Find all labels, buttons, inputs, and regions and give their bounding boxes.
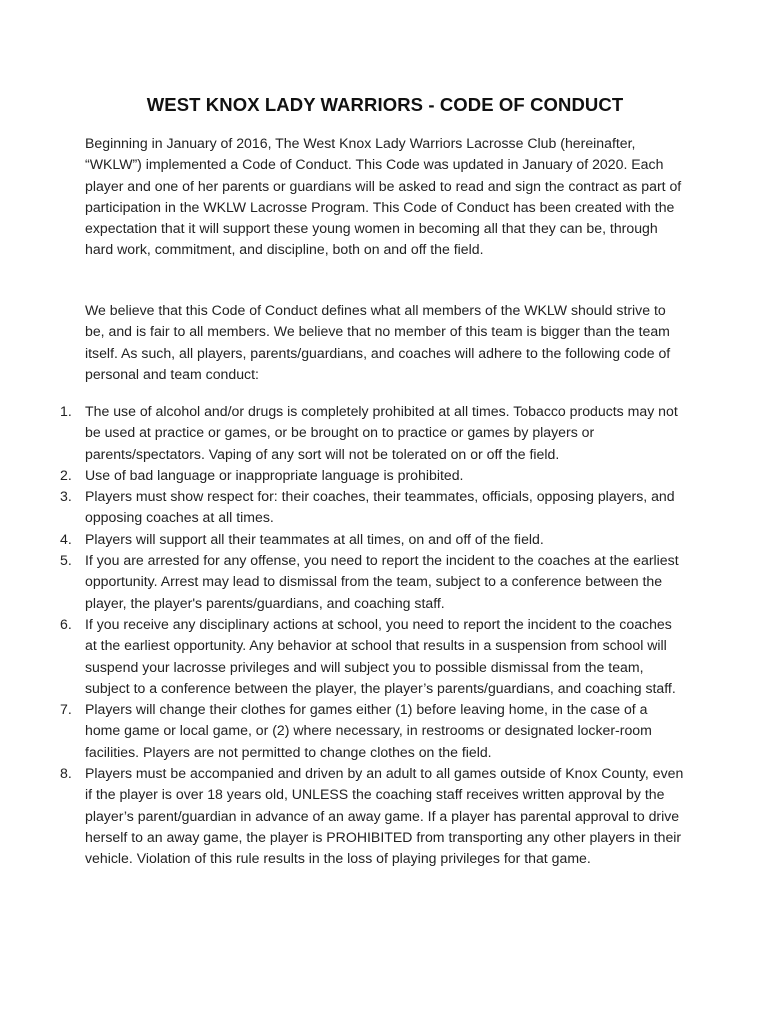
intro-paragraph: Beginning in January of 2016, The West Knox Lady Warriors Lacrosse Club (hereinafter, “WKLW”) implemented a Code of Conduct. This Code was updated in January of 2020. Each player and one of her parents or guardians will be asked to read and sign the contract as part of participation in the WKLW Lacrosse Program. This Code of Conduct has been created with the expectation that it will support these young women in becoming all that they can be, through hard work, commitment, and discipline, both on and off the field. bbox=[85, 135, 682, 258]
list-item-number: 3. bbox=[60, 488, 72, 505]
list-item bbox=[60, 763, 685, 869]
list-item-text: Use of bad language or inappropriate language is prohibited. bbox=[85, 466, 464, 483]
list-item bbox=[60, 614, 685, 699]
list-item-number: 8. bbox=[60, 765, 72, 782]
list-item-text: If you are arrested for any offense, you need to report the incident to the coaches at the earliest opportunity. Arrest may lead to dismissal from the team, subject to a conference between the player, the player's parents/guardians, and coaching staff. bbox=[85, 552, 679, 611]
list-item-text: Players will change their clothes for games either (1) before leaving home, in the case of a home game or local game, or (2) where necessary, in restrooms or designated locker-room facilities. Players are not permitted to change clothes on the field. bbox=[85, 701, 652, 760]
list-item bbox=[60, 699, 685, 763]
list-item-number: 7. bbox=[60, 701, 72, 718]
list-item-number: 6. bbox=[60, 615, 72, 632]
list-item bbox=[60, 401, 685, 465]
list-item bbox=[60, 529, 685, 550]
list-item bbox=[60, 550, 685, 614]
list-item-text: Players must show respect for: their coaches, their teammates, officials, opposing players, and opposing coaches at all times. bbox=[85, 488, 675, 526]
list-item bbox=[60, 486, 685, 529]
list-item-number: 5. bbox=[60, 552, 72, 569]
list-item-number: 1. bbox=[60, 403, 72, 419]
belief-paragraph: We believe that this Code of Conduct defines what all members of the WKLW should strive to be, and is fair to all members. We believe that no member of this team is bigger than the team itself. As such, all players, parents/guardians, and coaches will adhere to the following code of personal and team conduct: bbox=[85, 302, 671, 382]
list-item-text: If you receive any disciplinary actions at school, you need to report the incident to the coaches at the earliest opportunity. Any behavior at school that results in a suspension from school will suspend your lacrosse privileges and will subject you to possible dismissal from the team, subject to a conference between the player, the player’s parents/guardians, and coaching staff. bbox=[85, 615, 676, 696]
list-item bbox=[60, 465, 685, 486]
list-item-text: Players must be accompanied and driven by an adult to all games outside of Knox County, even if the player is over 18 years old, UNLESS the coaching staff receives written approval by the player’s parent/guardian in advance of an away game. If a player has parental approval to drive herself to an away game, the player is PROHIBITED from transporting any other players in their vehicle. Violation of this rule results in the loss of playing privileges for that game. bbox=[85, 765, 684, 867]
rules-list bbox=[60, 401, 685, 870]
list-item-text: Players will support all their teammates at all times, on and off of the field. bbox=[85, 530, 544, 547]
page-title: WEST KNOX LADY WARRIORS - CODE OF CONDUCT bbox=[146, 94, 624, 115]
list-item-number: 2. bbox=[60, 466, 72, 483]
list-item-text: The use of alcohol and/or drugs is completely prohibited at all times. Tobacco products may not be used at practice or games, or be brought on to practice or games by players or parents/spectators. Vaping of any sort will not be tolerated on or off the field. bbox=[85, 403, 678, 462]
list-item-number: 4. bbox=[60, 530, 72, 547]
